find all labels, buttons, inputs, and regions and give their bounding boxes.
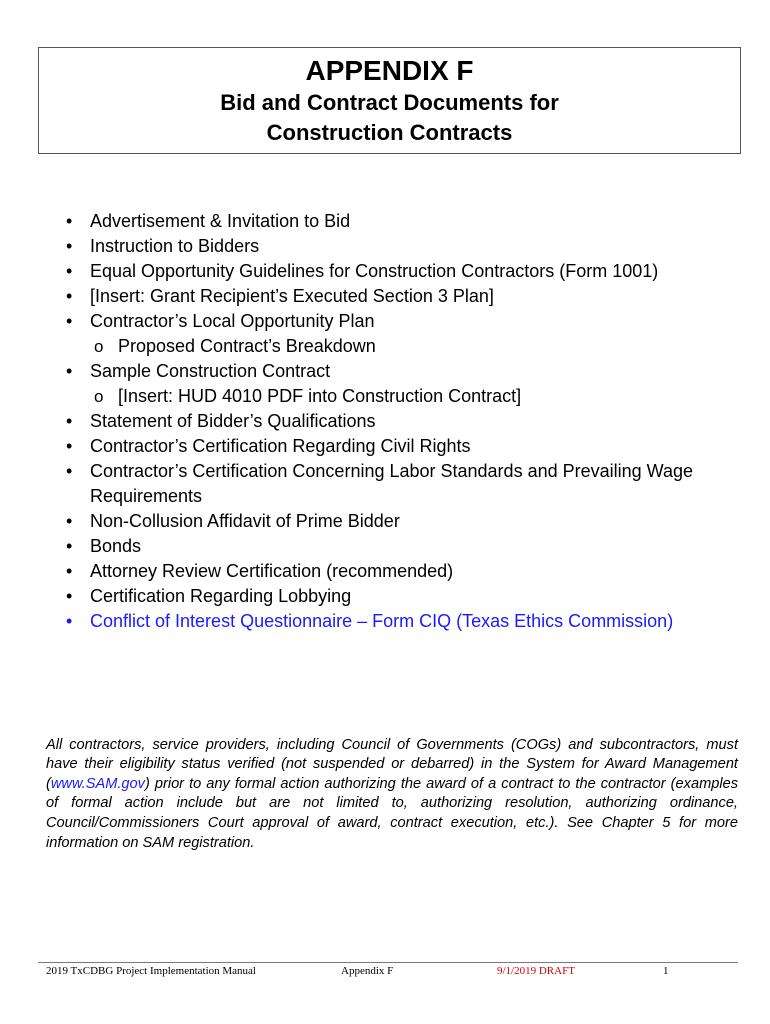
bullet-icon bbox=[66, 284, 90, 309]
title-box bbox=[38, 47, 741, 154]
list-item: • Certification Regarding Lobbying bbox=[66, 584, 746, 609]
bullet-icon bbox=[66, 609, 90, 634]
bullet-icon bbox=[66, 559, 90, 584]
list-item: • Non-Collusion Affidavit of Prime Bidder bbox=[66, 509, 746, 534]
list-item: • Contractor’s Local Opportunity Plan bbox=[66, 309, 746, 334]
footer-divider bbox=[38, 962, 738, 963]
bullet-icon bbox=[66, 409, 90, 434]
sub-list-item: o Proposed Contract’s Breakdown bbox=[66, 334, 746, 359]
footer-page-number: 1 bbox=[663, 965, 669, 977]
circle-bullet-icon bbox=[94, 334, 103, 359]
page-title: APPENDIX F bbox=[305, 55, 474, 86]
bullet-icon bbox=[66, 259, 90, 284]
document-list bbox=[66, 209, 746, 634]
bullet-icon bbox=[66, 209, 90, 234]
bullet-icon bbox=[66, 534, 90, 559]
bullet-icon bbox=[66, 309, 90, 334]
footer-draft: 9/1/2019 DRAFT bbox=[497, 965, 575, 977]
bullet-icon bbox=[66, 234, 90, 259]
subtitle-line-1: Bid and Contract Documents for bbox=[220, 90, 559, 115]
bullet-icon bbox=[66, 509, 90, 534]
sam-gov-link[interactable]: www.SAM.gov bbox=[50, 775, 145, 792]
bullet-icon bbox=[66, 359, 90, 384]
bullet-icon bbox=[66, 434, 90, 459]
list-item: • Sample Construction Contract bbox=[66, 359, 746, 384]
list-item: • Attorney Review Certification (recommended) bbox=[66, 559, 746, 584]
list-item: • Advertisement & Invitation to Bid bbox=[66, 209, 746, 234]
list-item: • [Insert: Grant Recipient’s Executed Section 3 Plan] bbox=[66, 284, 746, 309]
bullet-icon bbox=[66, 459, 90, 484]
list-item: • Equal Opportunity Guidelines for Construction Contractors (Form 1001) bbox=[66, 259, 746, 284]
sam-eligibility-note: All contractors, service providers, including Council of Governments (COGs) and subcontractors, must have their eligibility status verified (not suspended or debarred) in the System for Award Management (www.SAM.gov) prior to any formal action authorizing the award of a contract to the contractor (examples of formal action include but are not limited to, authorizing resolution, authorizing ordinance, Council/Commissioners Court approval of award, contract execution, etc.). See Chapter 5 for more information on SAM registration. bbox=[46, 736, 738, 851]
footer-appendix: Appendix F bbox=[341, 965, 394, 977]
bullet-icon bbox=[66, 584, 90, 609]
footer-manual: 2019 TxCDBG Project Implementation Manual bbox=[46, 965, 256, 977]
list-item: • Contractor’s Certification Regarding Civil Rights bbox=[66, 434, 746, 459]
sub-list-item: o [Insert: HUD 4010 PDF into Construction Contract] bbox=[66, 384, 746, 409]
subtitle-line-2: Construction Contracts bbox=[266, 120, 513, 145]
list-item: • Instruction to Bidders bbox=[66, 234, 746, 259]
circle-bullet-icon bbox=[94, 384, 103, 409]
list-item: • Contractor’s Certification Concerning Labor Standards and Prevailing Wage Requirements bbox=[66, 459, 746, 509]
list-item-link[interactable]: • Conflict of Interest Questionnaire – Form CIQ (Texas Ethics Commission) bbox=[66, 609, 746, 634]
list-item: • Statement of Bidder’s Qualifications bbox=[66, 409, 746, 434]
list-item: • Bonds bbox=[66, 534, 746, 559]
